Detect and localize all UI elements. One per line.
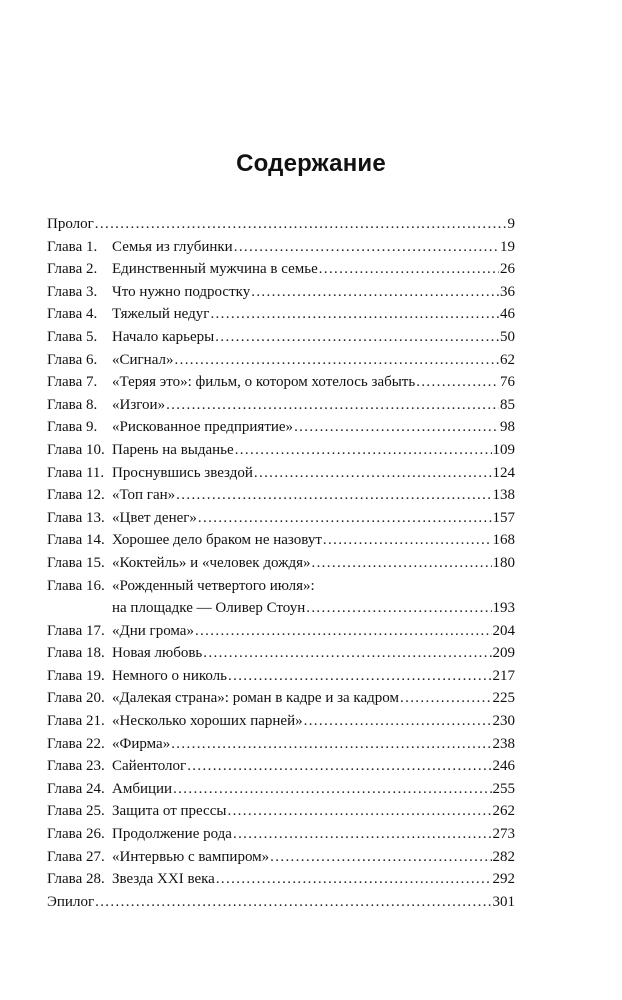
toc-entry[interactable]: [47, 552, 515, 575]
toc-entry-title: Единственный мужчина в семье: [112, 261, 318, 278]
toc-entry-label: Глава 18.: [47, 645, 105, 662]
toc-entry[interactable]: [47, 529, 515, 552]
toc-entry[interactable]: [47, 755, 515, 778]
toc-entry-title: «Интервью с вампиром»: [112, 848, 270, 865]
toc-entry-page: 262: [492, 803, 515, 820]
toc-entry-title: «Коктейль» и «человек дождя»: [112, 554, 311, 571]
dot-leader: [235, 439, 492, 462]
toc-entry-title: «Изгои»: [112, 396, 166, 413]
toc-entry-page: 26: [500, 261, 515, 278]
toc-entry-title: Тяжелый недуг: [112, 306, 210, 323]
dot-leader: [95, 891, 491, 914]
toc-entry-page: 255: [492, 780, 515, 797]
dot-leader: [233, 823, 492, 846]
dot-leader: [400, 687, 492, 710]
toc-entry-page: 76: [500, 374, 515, 391]
toc-entry-page: 292: [492, 871, 515, 888]
toc-entry-title: «Фирма»: [112, 735, 171, 752]
dot-leader: [198, 507, 492, 530]
toc-entry-title: Что нужно подростку: [112, 283, 251, 300]
toc-entry-page: 204: [492, 622, 515, 639]
toc-entry-label: Глава 17.: [47, 622, 105, 639]
toc-entry-label: Глава 28.: [47, 871, 105, 888]
toc-entry-title: Продолжение рода: [112, 826, 232, 843]
toc-entry-prologue[interactable]: [47, 213, 515, 236]
toc-entry-page: 168: [492, 532, 515, 549]
toc-entry-page: 209: [492, 645, 515, 662]
dot-leader: [216, 868, 492, 891]
toc-entry-label: Глава 22.: [47, 735, 105, 752]
toc-entry-label: Глава 6.: [47, 351, 98, 368]
toc-entry-title: Начало карьеры: [112, 328, 215, 345]
toc-entry-epilogue[interactable]: [47, 891, 515, 914]
dot-leader: [254, 462, 492, 485]
toc-entry-title: «Сигнал»: [112, 351, 174, 368]
dot-leader: [176, 484, 491, 507]
toc-entry[interactable]: [47, 846, 515, 869]
dot-leader: [416, 371, 499, 394]
toc-entry-title-continued: на площадке — Оливер Стоун: [112, 600, 306, 617]
toc-entry-page: 246: [492, 758, 515, 775]
toc-entry-label: Глава 2.: [47, 261, 98, 278]
toc-entry-page: 62: [500, 351, 515, 368]
toc-entry-title: Семья из глубинки: [112, 238, 233, 255]
toc-entry-label: Эпилог: [47, 893, 95, 910]
toc-entry-label: Глава 24.: [47, 780, 105, 797]
toc-entry[interactable]: [47, 462, 515, 485]
toc-entry[interactable]: [47, 665, 515, 688]
toc-entry[interactable]: [47, 394, 515, 417]
toc-entry-label: Глава 15.: [47, 554, 105, 571]
toc-entry-title: «Цвет денег»: [112, 509, 197, 526]
toc-entry-label: Глава 21.: [47, 713, 105, 730]
toc-entry-label: Глава 7.: [47, 374, 98, 391]
toc-entry[interactable]: [47, 326, 515, 349]
dot-leader: [323, 529, 492, 552]
toc-entry-label: Глава 4.: [47, 306, 98, 323]
toc-entry-title: Амбиции: [112, 780, 173, 797]
dot-leader: [203, 642, 491, 665]
dot-leader: [294, 416, 499, 439]
toc-entry[interactable]: [47, 687, 515, 710]
toc-entry-page: 109: [492, 441, 515, 458]
toc-entry-title: Немного о николь: [112, 667, 227, 684]
toc-entry-title: «Несколько хороших парней»: [112, 713, 303, 730]
dot-leader: [210, 303, 499, 326]
toc-entry-page: 273: [492, 826, 515, 843]
toc-entry-title: Хорошее дело браком не назовут: [112, 532, 322, 549]
toc-entry-title: Новая любовь: [112, 645, 203, 662]
toc-entry-page: 282: [492, 848, 515, 865]
dot-leader: [173, 778, 491, 801]
toc-entry[interactable]: [47, 778, 515, 801]
toc-entry-label: Глава 20.: [47, 690, 105, 707]
toc-entry[interactable]: [47, 371, 515, 394]
toc-entry-page: 19: [500, 238, 515, 255]
dot-leader: [306, 597, 491, 620]
toc-entry-label: Глава 13.: [47, 509, 105, 526]
toc-entry[interactable]: [47, 733, 515, 756]
toc-entry-page: 230: [492, 713, 515, 730]
toc-entry-label: Глава 3.: [47, 283, 98, 300]
toc-entry-title: «Рискованное предприятие»: [112, 419, 294, 436]
toc-entry-page: 157: [492, 509, 515, 526]
toc-entry-label: Глава 8.: [47, 396, 98, 413]
toc-entry-title: «Теряя это»: фильм, о котором хотелось забыть: [112, 374, 416, 391]
chapter-list: [47, 236, 515, 891]
toc-entry-label: Глава 12.: [47, 487, 105, 504]
toc-entry-title: «Рожденный четвертого июля»:: [112, 577, 315, 594]
toc-entry-label: Глава 23.: [47, 758, 105, 775]
toc-entry[interactable]: [47, 484, 515, 507]
dot-leader: [175, 349, 500, 372]
toc-entry-page: 36: [500, 283, 515, 300]
toc-entry-label: Глава 16.: [47, 577, 105, 594]
toc-entry-page: 50: [500, 328, 515, 345]
dot-leader: [215, 326, 499, 349]
toc-entry-continuation[interactable]: [47, 597, 515, 620]
toc-entry[interactable]: [47, 620, 515, 643]
dot-leader: [227, 800, 491, 823]
dot-leader: [234, 236, 499, 259]
toc-entry-page: 9: [507, 216, 515, 232]
toc-entry-title: Парень на выданье: [112, 441, 234, 458]
toc-entry[interactable]: [47, 303, 515, 326]
toc-entry[interactable]: [47, 349, 515, 372]
toc-entry[interactable]: [47, 823, 515, 846]
toc-entry-label: Глава 19.: [47, 667, 105, 684]
toc-entry-label: Глава 26.: [47, 826, 105, 843]
dot-leader: [187, 755, 491, 778]
toc-entry-title: Проснувшись звездой: [112, 464, 253, 481]
toc-entry-page: 124: [492, 464, 515, 481]
toc-entry-page: 98: [500, 419, 515, 436]
toc-entry[interactable]: [47, 236, 515, 259]
toc-entry-page: 46: [500, 306, 515, 323]
toc-entry-label: Пролог: [47, 216, 94, 232]
dot-leader: [228, 665, 492, 688]
dot-leader: [304, 710, 492, 733]
toc-entry-title: «Топ ган»: [112, 487, 176, 504]
toc-entry-label: Глава 27.: [47, 848, 105, 865]
toc-entry-page: 225: [492, 690, 515, 707]
toc-entry[interactable]: [47, 642, 515, 665]
toc-entry-title: «Далекая страна»: роман в кадре и за кадром: [112, 690, 399, 707]
toc-entry-page: 138: [492, 487, 515, 504]
toc-entry[interactable]: [47, 868, 515, 891]
toc-entry-page: 217: [492, 667, 515, 684]
toc-entry-label: Глава 1.: [47, 238, 98, 255]
dot-leader: [311, 552, 491, 575]
dot-leader: [270, 846, 491, 869]
toc-entry[interactable]: [47, 507, 515, 530]
toc-entry-title: Защита от прессы: [112, 803, 227, 820]
toc-entry-page: 301: [492, 893, 515, 910]
toc-entry[interactable]: [47, 281, 515, 304]
toc-entry-title: Сайентолог: [112, 758, 187, 775]
toc-entry[interactable]: [47, 416, 515, 439]
dot-leader: [95, 213, 507, 236]
toc-entry[interactable]: [47, 439, 515, 462]
toc-entry-title: «Дни грома»: [112, 622, 194, 639]
dot-leader: [251, 281, 499, 304]
dot-leader: [166, 394, 499, 417]
table-of-contents: [47, 213, 515, 913]
dot-leader: [171, 733, 491, 756]
toc-entry-page: 238: [492, 735, 515, 752]
toc-entry-label: Глава 9.: [47, 419, 98, 436]
toc-entry[interactable]: [47, 258, 515, 281]
toc-entry[interactable]: [47, 710, 515, 733]
toc-entry-label: Глава 5.: [47, 328, 98, 345]
dot-leader: [319, 258, 499, 281]
toc-entry-title: Звезда XXI века: [112, 871, 215, 888]
toc-entry-label: Глава 25.: [47, 803, 105, 820]
toc-entry-label: Глава 11.: [47, 464, 105, 481]
toc-entry[interactable]: [47, 575, 515, 598]
toc-entry-page: 85: [500, 396, 515, 413]
toc-entry-label: Глава 10.: [47, 441, 105, 458]
toc-entry-page: 180: [492, 554, 515, 571]
toc-entry[interactable]: [47, 800, 515, 823]
toc-entry-label: Глава 14.: [47, 532, 105, 549]
page-title: Содержание: [236, 150, 386, 177]
toc-entry-page: 193: [492, 600, 515, 617]
dot-leader: [195, 620, 492, 643]
